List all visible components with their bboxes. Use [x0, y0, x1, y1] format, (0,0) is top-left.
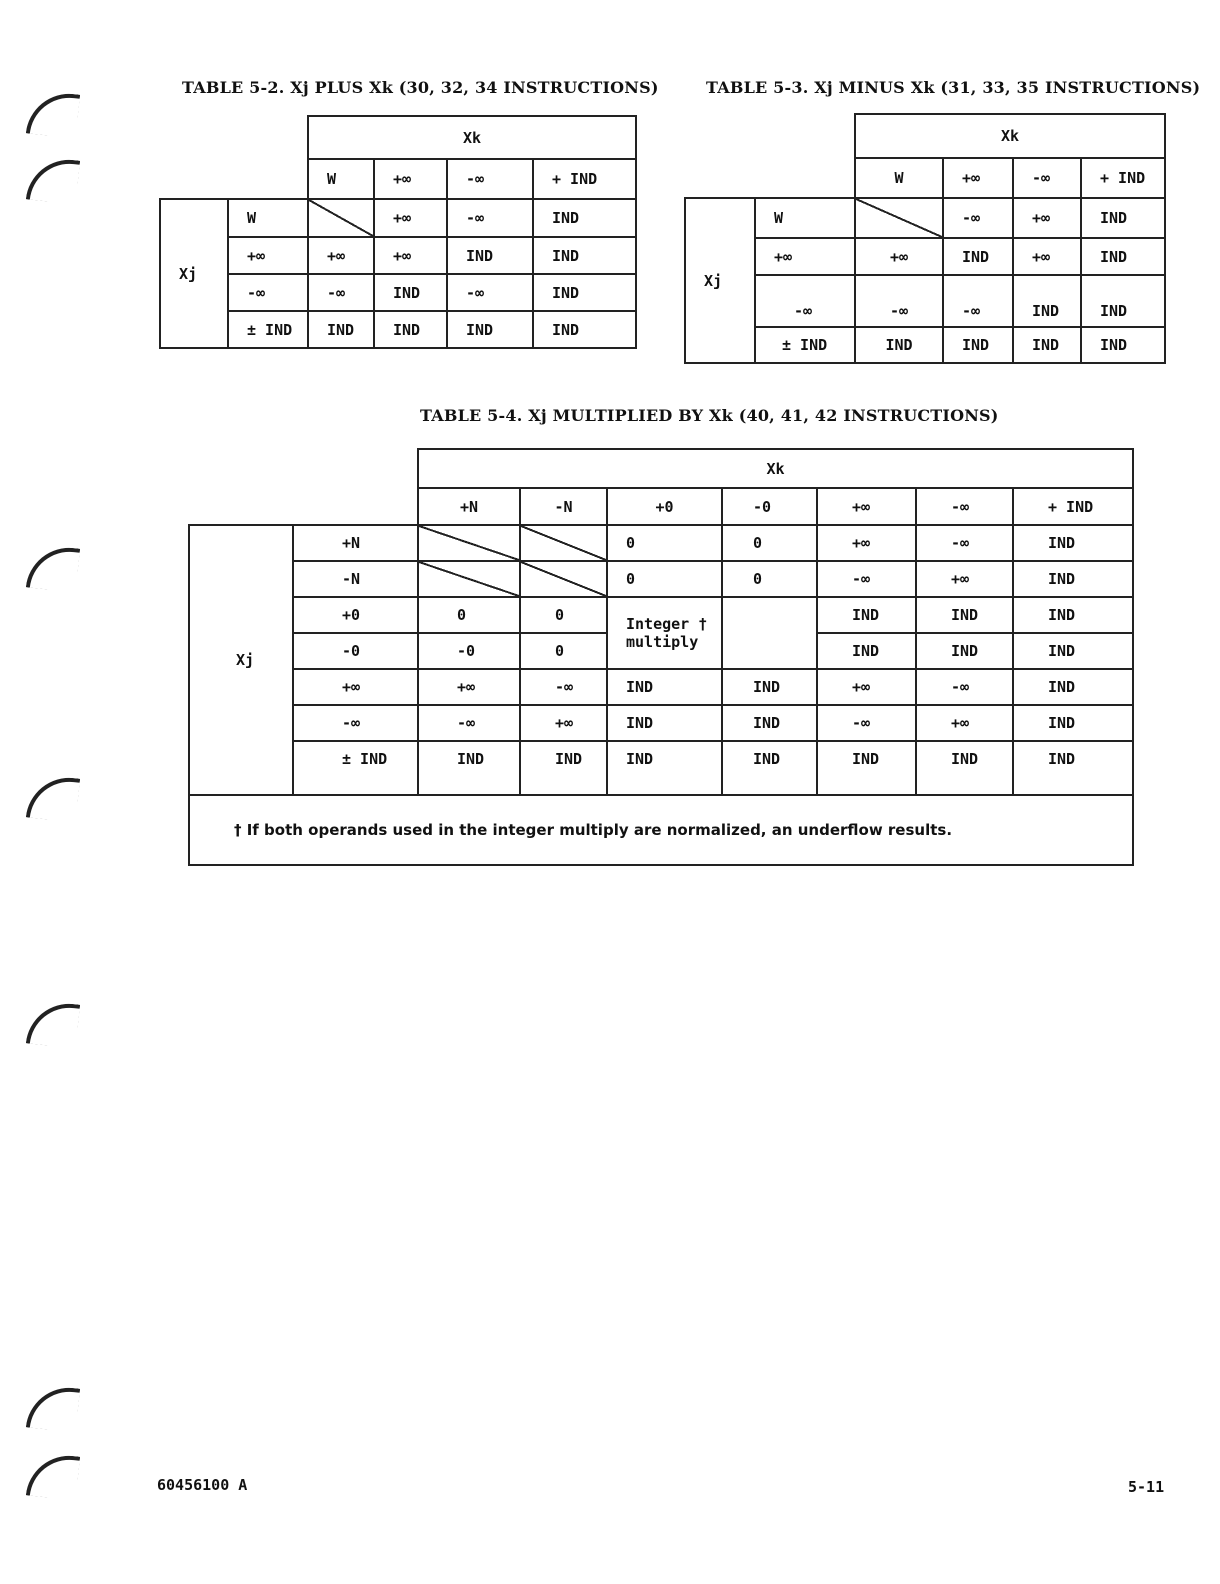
- table-cell: +∞: [1013, 198, 1081, 238]
- table-cell: IND: [916, 633, 1013, 669]
- table-cell: IND: [1013, 597, 1133, 633]
- binder-hole-mark: [26, 1000, 80, 1049]
- not-applicable-cell: [855, 198, 943, 238]
- table-cell: IND: [447, 311, 533, 348]
- table-cell: IND: [533, 237, 636, 274]
- row-header: +∞: [755, 238, 855, 275]
- binder-hole-mark: [26, 544, 80, 593]
- table-cell: IND: [722, 705, 817, 741]
- table-cell: -∞: [447, 199, 533, 237]
- xj-header: Xj: [685, 198, 755, 363]
- row-header: -∞: [293, 705, 418, 741]
- table-cell: IND: [533, 274, 636, 311]
- table-cell: +∞: [817, 525, 916, 561]
- table-cell: IND: [1081, 238, 1165, 275]
- table-cell: 0: [418, 597, 520, 633]
- table-cell: 0: [607, 561, 722, 597]
- table-cell: +∞: [916, 705, 1013, 741]
- table-cell: IND: [817, 597, 916, 633]
- integer-multiply-cell: Integer † multiply: [607, 597, 722, 669]
- table-cell: IND: [1013, 525, 1133, 561]
- binder-hole-mark: [26, 90, 80, 139]
- table-cell: -∞: [855, 275, 943, 327]
- xk-header: Xk: [418, 449, 1133, 488]
- not-applicable-cell: [520, 525, 607, 561]
- not-applicable-cell: [308, 199, 374, 237]
- table-cell: IND: [533, 311, 636, 348]
- table-cell: +∞: [916, 561, 1013, 597]
- table-cell: IND: [916, 597, 1013, 633]
- table-cell: 0: [607, 525, 722, 561]
- table-cell: 0: [722, 525, 817, 561]
- binder-hole-mark: [26, 156, 80, 205]
- column-header: + IND: [533, 159, 636, 199]
- table-cell: IND: [1081, 275, 1165, 327]
- table-cell: -∞: [817, 705, 916, 741]
- column-header: +N: [418, 488, 520, 525]
- table-cell: IND: [607, 705, 722, 741]
- table-cell: 0: [520, 597, 607, 633]
- table-cell: [722, 597, 817, 669]
- table-5-3: [684, 113, 1166, 364]
- row-header: +N: [293, 525, 418, 561]
- row-header: -0: [293, 633, 418, 669]
- column-header: +0: [607, 488, 722, 525]
- row-header: ± IND: [228, 311, 308, 348]
- table-cell: IND: [374, 311, 447, 348]
- column-header: -N: [520, 488, 607, 525]
- table-cell: IND: [1013, 633, 1133, 669]
- column-header: -0: [722, 488, 817, 525]
- table-cell: -∞: [916, 669, 1013, 705]
- document-number: 60456100 A: [157, 1476, 248, 1494]
- table-cell: 0: [520, 633, 607, 669]
- table-cell: +∞: [418, 669, 520, 705]
- page-number: 5-11: [1128, 1478, 1165, 1496]
- table-cell: IND: [1013, 669, 1133, 705]
- table-cell: IND: [607, 741, 722, 795]
- column-header: +∞: [943, 158, 1013, 198]
- table-cell: IND: [1013, 327, 1081, 363]
- table-cell: -0: [418, 633, 520, 669]
- column-header: W: [855, 158, 943, 198]
- table-cell: IND: [943, 238, 1013, 275]
- table-cell: IND: [722, 741, 817, 795]
- not-applicable-cell: [520, 561, 607, 597]
- column-header: + IND: [1013, 488, 1133, 525]
- table-5-4: [188, 448, 1134, 866]
- table-5-4-caption: TABLE 5-4. Xj MULTIPLIED BY Xk (40, 41, 42 INSTRUCTIONS): [420, 406, 999, 425]
- column-header: W: [308, 159, 374, 199]
- table-5-2: [159, 115, 637, 349]
- table-cell: IND: [722, 669, 817, 705]
- table-cell: -∞: [817, 561, 916, 597]
- table-cell: 0: [722, 561, 817, 597]
- table-cell: IND: [916, 741, 1013, 795]
- xk-header: Xk: [308, 116, 636, 159]
- table-cell: +∞: [374, 237, 447, 274]
- table-cell: -∞: [418, 705, 520, 741]
- table-cell: -∞: [916, 525, 1013, 561]
- table-cell: IND: [817, 633, 916, 669]
- table-cell: +∞: [308, 237, 374, 274]
- table-cell: IND: [817, 741, 916, 795]
- table-cell: -∞: [943, 198, 1013, 238]
- xj-header: Xj: [189, 525, 293, 795]
- table-cell: +∞: [520, 705, 607, 741]
- table-cell: IND: [607, 669, 722, 705]
- row-header: ± IND: [293, 741, 418, 795]
- not-applicable-cell: [418, 561, 520, 597]
- binder-hole-mark: [26, 774, 80, 823]
- table-cell: -∞: [520, 669, 607, 705]
- row-header: W: [755, 198, 855, 238]
- column-header: -∞: [1013, 158, 1081, 198]
- table-cell: IND: [447, 237, 533, 274]
- table-footnote: † If both operands used in the integer multiply are normalized, an underflow results.: [189, 795, 1133, 865]
- table-5-2-caption: TABLE 5-2. Xj PLUS Xk (30, 32, 34 INSTRUCTIONS): [182, 78, 659, 97]
- table-cell: IND: [520, 741, 607, 795]
- row-header: ± IND: [755, 327, 855, 363]
- binder-hole-mark: [26, 1384, 80, 1433]
- row-header: +∞: [228, 237, 308, 274]
- table-cell: -∞: [308, 274, 374, 311]
- row-header: -∞: [228, 274, 308, 311]
- table-cell: IND: [418, 741, 520, 795]
- table-cell: IND: [308, 311, 374, 348]
- column-header: +∞: [374, 159, 447, 199]
- table-cell: IND: [1013, 705, 1133, 741]
- binder-hole-mark: [26, 1452, 80, 1501]
- column-header: +∞: [817, 488, 916, 525]
- table-cell: +∞: [855, 238, 943, 275]
- table-cell: -∞: [447, 274, 533, 311]
- table-cell: IND: [1081, 198, 1165, 238]
- table-cell: IND: [1081, 327, 1165, 363]
- row-header: -N: [293, 561, 418, 597]
- row-header: W: [228, 199, 308, 237]
- table-cell: IND: [1013, 275, 1081, 327]
- table-5-3-caption: TABLE 5-3. Xj MINUS Xk (31, 33, 35 INSTRUCTIONS): [706, 78, 1201, 97]
- table-cell: IND: [943, 327, 1013, 363]
- table-cell: IND: [374, 274, 447, 311]
- table-cell: +∞: [374, 199, 447, 237]
- row-header: +0: [293, 597, 418, 633]
- row-header: -∞: [755, 275, 855, 327]
- table-cell: IND: [1013, 561, 1133, 597]
- table-cell: IND: [1013, 741, 1133, 795]
- table-cell: -∞: [943, 275, 1013, 327]
- table-cell: IND: [533, 199, 636, 237]
- table-cell: IND: [855, 327, 943, 363]
- column-header: -∞: [447, 159, 533, 199]
- row-header: +∞: [293, 669, 418, 705]
- table-cell: +∞: [1013, 238, 1081, 275]
- column-header: -∞: [916, 488, 1013, 525]
- not-applicable-cell: [418, 525, 520, 561]
- xj-header: Xj: [160, 199, 228, 348]
- column-header: + IND: [1081, 158, 1165, 198]
- table-cell: +∞: [817, 669, 916, 705]
- xk-header: Xk: [855, 114, 1165, 158]
